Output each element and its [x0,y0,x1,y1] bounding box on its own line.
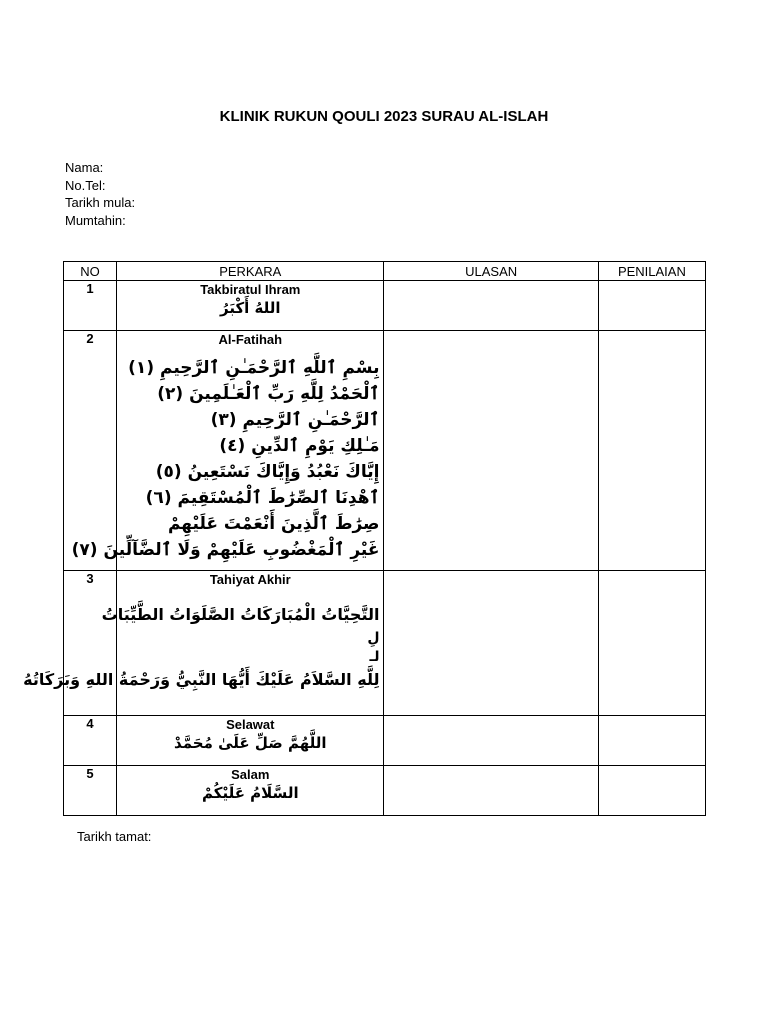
tahiyat-fragment: لـ [369,649,380,665]
ulasan-cell [384,331,598,571]
row-number: 3 [64,571,117,716]
table-row [64,571,706,716]
field-nama: Nama: [65,160,104,175]
item-heading: Takbiratul Ihram [200,282,301,297]
verse-line: إِيَّاكَ نَعْبُدُ وَإِيَّاكَ نَسْتَعِينُ (٥) [155,462,380,482]
header-penilaian: PENILAIAN [598,262,705,281]
penilaian-cell [598,281,705,331]
tarikh-tamat-label: Tarikh tamat: [77,829,152,844]
row-number: 2 [64,331,117,571]
perkara-cell [71,331,384,571]
header-no: NO [64,262,117,281]
tahiyat-fragment: لِ [367,630,380,646]
tahiyat-line: لِلَّهِ السَّلاَمُ عَلَيْكَ أَيُّهَا النَّبِيُّ وَرَحْمَةُ اللهِ وَبَرَكَاتُهُ [23,670,380,689]
verse-line: ٱهْدِنَا ٱلصِّرَٰطَ ٱلْمُسْتَقِيمَ (٦) [145,488,380,508]
field-no-tel: No.Tel: [65,177,106,193]
table-row [64,331,706,571]
info-fields [65,159,135,229]
fatihah-verses [71,355,383,563]
tahiyat-line: التَّحِيَّاتُ الْمُبَارَكَاتُ الصَّلَوَاتُ الطَّيِّبَاتُ [101,605,380,624]
arabic-text: اللَّهُمَّ صَلِّ عَلَىٰ مُحَمَّدْ [174,734,327,752]
verse-line: بِسْمِ ٱللَّهِ ٱلرَّحْمَـٰنِ ٱلرَّحِيمِ (١) [128,358,380,378]
table-row [64,281,706,331]
table-header-row [64,262,706,281]
item-heading: Al-Fatihah [218,332,283,347]
perkara-cell [117,716,384,766]
row-number: 1 [64,281,117,331]
ulasan-cell [384,281,598,331]
tahiyat-text [23,601,383,693]
verse-line: ٱلْحَمْدُ لِلَّهِ رَبِّ ٱلْعَـٰلَمِينَ (٢) [157,384,380,404]
perkara-cell [23,571,384,716]
ulasan-cell [384,716,598,766]
item-heading: Salam [231,767,270,782]
arabic-text: اللهُ أَكْبَرُ [220,299,281,317]
field-mumtahin: Mumtahin: [65,212,126,228]
row-number: 5 [64,766,117,816]
item-heading: Selawat [226,717,275,732]
page-title: KLINIK RUKUN QOULI 2023 SURAU AL-ISLAH [219,108,549,125]
verse-line: ٱلرَّحْمَـٰنِ ٱلرَّحِيمِ (٣) [210,410,380,430]
ulasan-cell [384,766,598,816]
row-number: 4 [64,716,117,766]
verse-line: مَـٰلِكِ يَوْمِ ٱلدِّينِ (٤) [219,436,380,456]
verse-line: صِرَٰطَ ٱلَّذِينَ أَنْعَمْتَ عَلَيْهِمْ [167,514,380,534]
arabic-text: السَّلَامُ عَلَيْكُمْ [201,784,299,802]
field-tarikh-mula: Tarikh mula: [65,195,136,210]
ulasan-cell [384,571,598,716]
header-perkara: PERKARA [117,262,384,281]
penilaian-cell [598,716,705,766]
verse-line: غَيْرِ ٱلْمَغْضُوبِ عَلَيْهِمْ وَلَا ٱلضَّآلِّينَ (٧) [71,540,380,560]
penilaian-cell [598,331,705,571]
item-heading: Tahiyat Akhir [209,572,291,587]
penilaian-cell [598,571,705,716]
header-ulasan: ULASAN [384,262,598,281]
assessment-table [23,261,706,816]
perkara-cell [117,281,384,331]
perkara-cell [117,766,384,816]
table-row [64,766,706,816]
penilaian-cell [598,766,705,816]
table-row [64,716,706,766]
